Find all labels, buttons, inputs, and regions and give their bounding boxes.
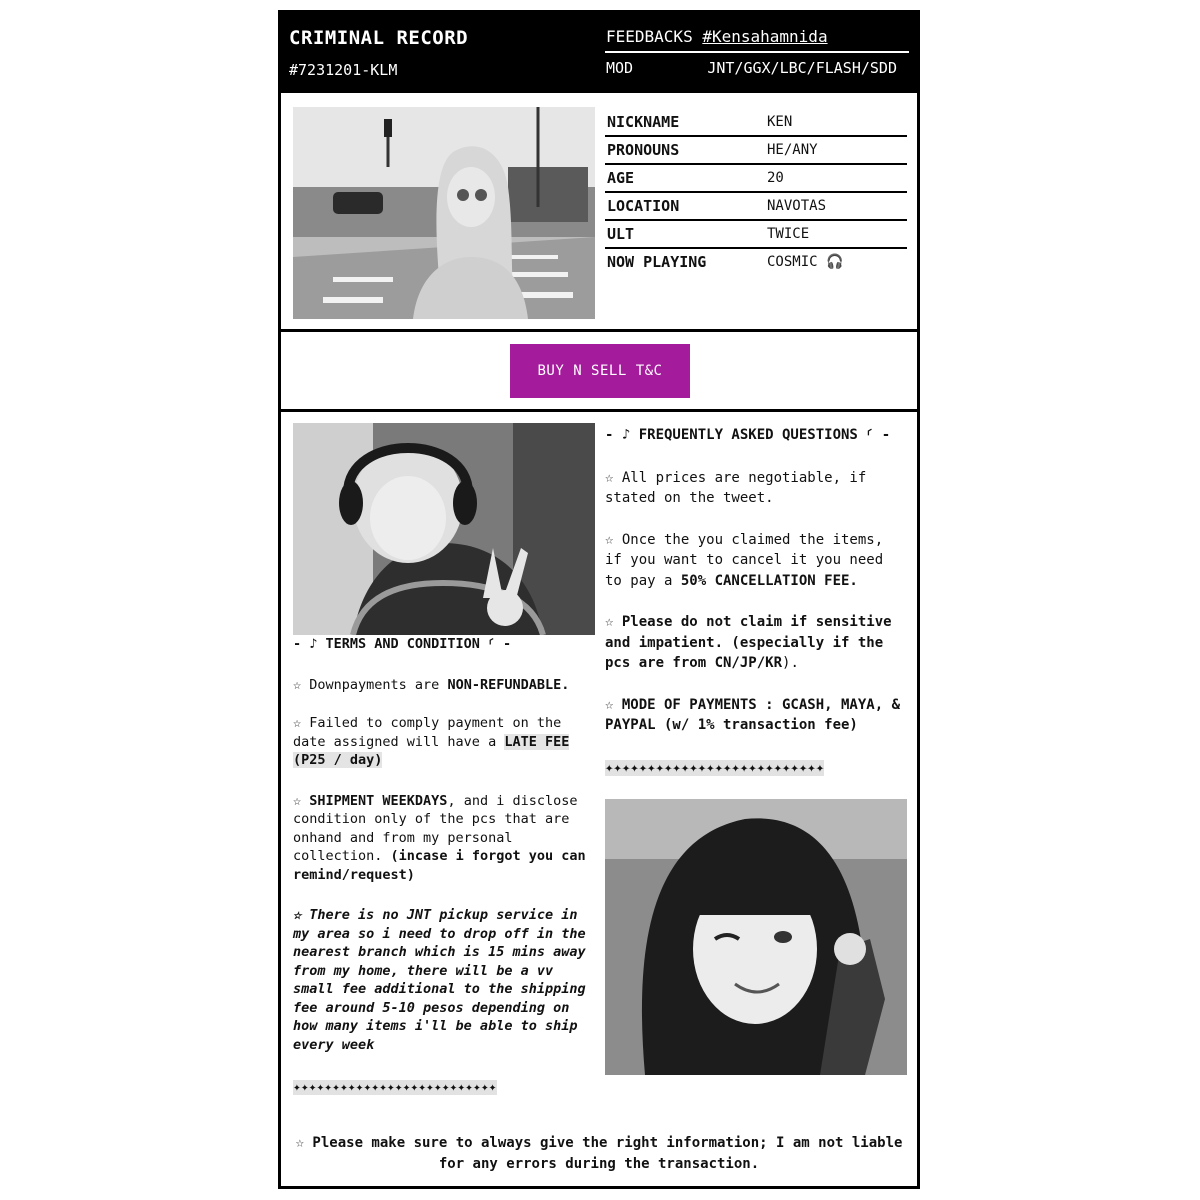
- info-key: NICKNAME: [607, 113, 680, 131]
- faq-2-emphasis: 50% CANCELLATION FEE.: [680, 572, 858, 589]
- terms-column: [293, 635, 593, 1097]
- info-value: NAVOTAS: [767, 198, 827, 214]
- info-key: AGE: [607, 169, 635, 187]
- criminal-record-card: [278, 10, 920, 1189]
- term-1-text: ☆ Downpayments are: [293, 676, 448, 693]
- info-key: LOCATION: [607, 197, 680, 215]
- term-3-note: (incase i forgot you can remind/request): [293, 848, 586, 883]
- profile-info: [605, 109, 907, 277]
- info-row-pronouns: [605, 137, 907, 165]
- card-title: CRIMINAL RECORD: [289, 27, 469, 49]
- faq-4: [605, 695, 907, 736]
- term-3-emphasis: SHIPMENT WEEKDAYS: [309, 792, 448, 809]
- footer-disclaimer: ☆ Please make sure to always give the right information; I am not liable for any errors during the transaction.: [295, 1135, 903, 1172]
- feedbacks-row: [606, 27, 828, 46]
- info-value: COSMIC 🎧: [767, 254, 844, 270]
- buy-n-sell-button[interactable]: BUY N SELL T&C: [510, 344, 690, 398]
- term-3-text: , and i disclose condition only of the pcs that are onhand and from my personal collection.: [293, 792, 578, 864]
- term-1-emphasis: NON-REFUNDABLE.: [447, 676, 570, 693]
- info-row-location: [605, 193, 907, 221]
- faq-3-star: ☆: [605, 614, 622, 630]
- faq-column: [605, 425, 907, 778]
- header-bar: [281, 13, 917, 93]
- headphones-photo: [293, 423, 595, 635]
- info-key: PRONOUNS: [607, 141, 680, 159]
- info-key: NOW PLAYING: [607, 253, 707, 271]
- faq-4-emphasis: MODE OF PAYMENTS : GCASH, MAYA, & PAYPAL (w/ 1% transaction fee): [605, 696, 901, 733]
- feedbacks-link[interactable]: #Kensahamnida: [702, 27, 828, 46]
- profile-photo: [293, 107, 595, 319]
- mod-value: JNT/GGX/LBC/FLASH/SDD: [707, 59, 897, 77]
- terms-heading: - ♪ TERMS AND CONDITION ⸂ -: [293, 636, 512, 652]
- wink-photo: [605, 799, 907, 1075]
- term-2: [293, 714, 593, 770]
- term-3-star: ☆: [293, 792, 310, 809]
- faq-2: [605, 530, 907, 592]
- info-row-age: [605, 165, 907, 193]
- faq-1: ☆ All prices are negotiable, if stated on the tweet.: [605, 469, 867, 506]
- section-divider: [281, 409, 917, 412]
- term-1: [293, 676, 593, 695]
- mod-label: MOD: [606, 59, 634, 77]
- feedbacks-label: FEEDBACKS: [606, 27, 693, 46]
- info-value: HE/ANY: [767, 142, 818, 158]
- header-divider: [605, 51, 909, 53]
- diamond-divider: ✦✦✦✦✦✦✦✦✦✦✦✦✦✦✦✦✦✦✦✦✦✦✦✦✦✦: [605, 759, 825, 776]
- info-value: KEN: [767, 114, 793, 130]
- faq-3: [605, 612, 907, 674]
- info-value: TWICE: [767, 226, 810, 242]
- term-2-late-fee: LATE FEE (P25 / day): [293, 733, 570, 768]
- diamond-divider: ✦✦✦✦✦✦✦✦✦✦✦✦✦✦✦✦✦✦✦✦✦✦✦✦✦✦: [293, 1080, 497, 1095]
- term-2-text: ☆ Failed to comply payment on the date assigned will have a: [293, 715, 562, 750]
- term-4: ☆ There is no JNT pickup service in my area so i need to drop off in the nearest branch which is 15 mins away from my home, there will be a vv small fee additional to the shipping fee around 5-10 pesos depending on how many items i'll be able to ship every week: [293, 907, 586, 1053]
- faq-3-end: ).: [782, 655, 799, 671]
- info-row-nickname: [605, 109, 907, 137]
- info-value: 20: [767, 170, 784, 186]
- info-row-ult: [605, 221, 907, 249]
- term-3: [293, 792, 593, 885]
- faq-3-emphasis: Please do not claim if sensitive and impatient. (especially if the pcs are from CN/JP/KR: [605, 614, 892, 671]
- section-divider: [281, 329, 917, 332]
- terms-divider: [293, 1078, 593, 1097]
- info-key: ULT: [607, 225, 635, 243]
- faq-4-star: ☆: [605, 696, 622, 713]
- info-row-now-playing: [605, 249, 907, 277]
- record-id: #7231201-KLM: [289, 61, 398, 79]
- faq-heading: - ♪ FREQUENTLY ASKED QUESTIONS ⸂ -: [605, 427, 891, 443]
- faq-divider: [605, 758, 907, 778]
- faq-2-text: ☆ Once the you claimed the items, if you want to cancel it you need to pay a: [605, 531, 884, 589]
